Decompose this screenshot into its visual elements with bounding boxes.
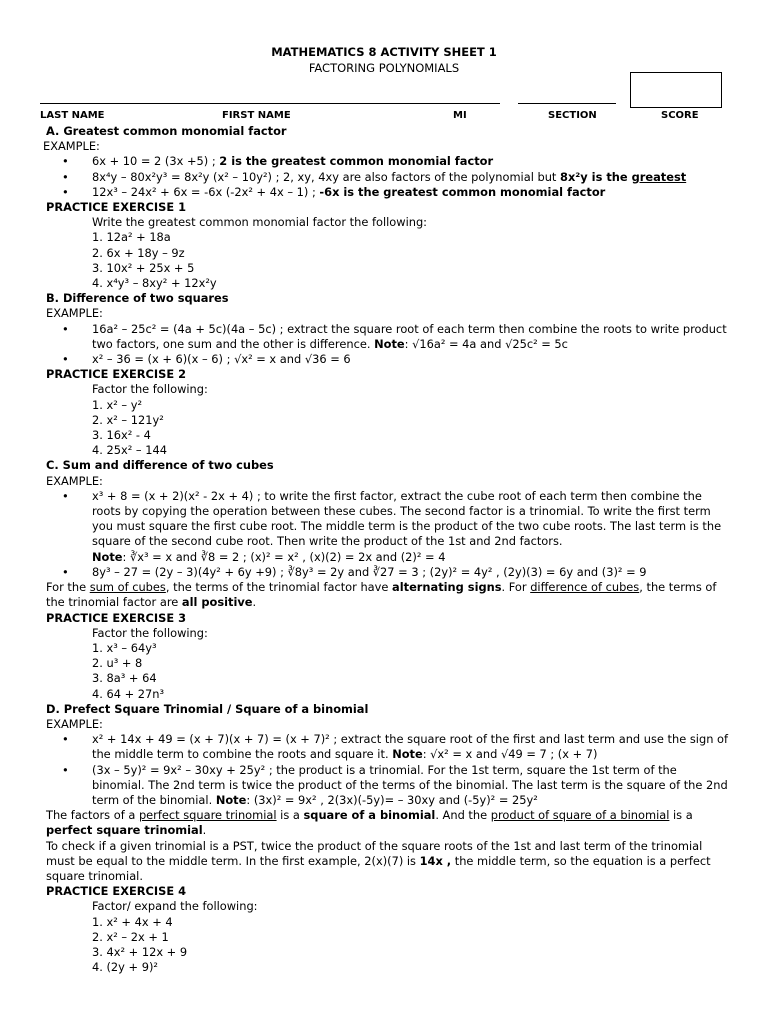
section-d-heading: D. Prefect Square Trinomial / Square of a binomial [46, 701, 369, 716]
section-b-example-label: EXAMPLE: [46, 306, 103, 321]
practice-3-item: 3. 8a³ + 64 [92, 671, 157, 686]
list-item: • 16a² – 25c² = (4a + 5c)(4a – 5c) ; extract the square root of each term then combine the roots to write product two factors, one sum and the other is difference. Note: √16a² = 4a and √25c² = 5c [46, 322, 730, 352]
sheet-content [43, 124, 730, 975]
section-d-paragraph-2: To check if a given trinomial is a PST, twice the product of the square roots of the 1st and last term of the trinomial must be equal to the middle term. In the first example, 2(x)(7) is 14x , the middle term, so the equation is a perfect square trinomial. [46, 838, 711, 883]
section-a-heading: A. Greatest common monomial factor [46, 124, 287, 138]
list-item: • x² – 36 = (x + 6)(x – 6) ; √x² = x and √36 = 6 [46, 352, 730, 367]
first-name-label: FIRST NAME [222, 110, 291, 121]
practice-2-item: 3. 16x² - 4 [92, 428, 151, 443]
section-b-examples [46, 322, 730, 368]
sheet-subtitle: FACTORING POLYNOMIALS [308, 61, 460, 75]
practice-4-item: 4. (2y + 9)² [92, 960, 158, 975]
practice-2-item: 4. 25x² – 144 [92, 443, 167, 458]
section-d-examples [46, 732, 730, 808]
practice-4-item: 2. x² – 2x + 1 [92, 929, 169, 944]
practice-3-item: 4. 64 + 27n³ [92, 686, 165, 701]
practice-2-item: 2. x² – 121y² [92, 412, 164, 427]
practice-1-instruction: Write the greatest common monomial factor the following: [92, 215, 428, 230]
practice-1-item: 2. 6x + 18y – 9z [92, 245, 185, 260]
practice-1-item: 3. 10x² + 25x + 5 [92, 260, 195, 275]
sheet-title: MATHEMATICS 8 ACTIVITY SHEET 1 [271, 45, 497, 59]
practice-2-label: PRACTICE EXERCISE 2 [46, 367, 186, 382]
mi-label: MI [453, 110, 467, 121]
section-c-example-label: EXAMPLE: [46, 473, 103, 488]
section-a-example-label: EXAMPLE: [43, 139, 100, 154]
list-item: • 8y³ – 27 = (2y – 3)(4y² + 6y +9) ; ∛8y³ = 2y and ∛27 = 3 ; (2y)² = 4y² , (2y)(3) = 6y and (3)² = 9 [46, 565, 730, 580]
practice-1-item: 1. 12a² + 18a [92, 230, 171, 245]
score-label: SCORE [661, 110, 699, 121]
list-item: • (3x – 5y)² = 9x² – 30xy + 25y² ; the product is a trinomial. For the 1st term, square the 1st term of the binomial. The 2nd term is twice the product of the terms of the binomial. The last term is the square of the 2nd term of the binomial. Note: (3x)² = 9x² , 2(3x)(-5y)= – 30xy and (-5y)² = 25y² [46, 763, 730, 809]
practice-3-item: 1. x³ – 64y³ [92, 640, 157, 655]
practice-1-item: 4. x⁴y³ – 8xy² + 12x²y [92, 276, 217, 291]
practice-3-label: PRACTICE EXERCISE 3 [46, 610, 186, 625]
list-item: • x² + 14x + 49 = (x + 7)(x + 7) = (x + 7)² ; extract the square root of the first and last term and use the sign of the middle term to combine the roots and square it. Note: √x² = x and √49 = 7 ; (x + 7) [46, 732, 730, 762]
section-line[interactable] [518, 103, 616, 104]
list-item: • x³ + 8 = (x + 2)(x² - 2x + 4) ; to write the first factor, extract the cube root of each term then combine the roots by copying the operation between these cubes. The second factor is a trinomial. To write the first term you must square the first cube root. The middle term is the product of the two cube roots. The last term is the square of the second cube root. Then write the product of the 1st and 2nd factors. Note: ∛x³ = x and ∛8 = 2 ; (x)² = x² , (x)(2) = 2x and (2)² = 4 [46, 489, 730, 565]
practice-4-item: 1. x² + 4x + 4 [92, 914, 173, 929]
name-line[interactable] [40, 103, 500, 104]
list-item: • 6x + 10 = 2 (3x +5) ; 2 is the greatest common monomial factor [46, 154, 730, 169]
section-d-example-label: EXAMPLE: [46, 716, 103, 731]
practice-4-instruction: Factor/ expand the following: [92, 899, 258, 914]
practice-3-item: 2. u³ + 8 [92, 656, 143, 671]
section-c-examples [46, 489, 730, 580]
section-c-note: For the sum of cubes, the terms of the trinomial factor have alternating signs. For difference of cubes, the terms of the trinomial factor are all positive. [46, 580, 717, 610]
section-label: SECTION [548, 110, 597, 121]
list-item: • 8x⁴y – 80x²y³ = 8x²y (x² – 10y²) ; 2, xy, 4xy are also factors of the polynomial but 8x²y is the greatest [46, 170, 730, 185]
section-d-paragraph-1: The factors of a perfect square trinomial is a square of a binomial. And the product of square of a binomial is a perfect square trinomial. [46, 808, 693, 838]
section-b-heading: B. Difference of two squares [46, 291, 229, 306]
section-c-heading: C. Sum and difference of two cubes [46, 458, 274, 473]
practice-2-item: 1. x² – y² [92, 397, 143, 412]
last-name-label: LAST NAME [40, 110, 105, 121]
list-item: • 12x³ – 24x² + 6x = -6x (-2x² + 4x – 1) ; -6x is the greatest common monomial factor [46, 185, 730, 200]
practice-4-label: PRACTICE EXERCISE 4 [46, 884, 186, 899]
practice-4-item: 3. 4x² + 12x + 9 [92, 944, 188, 959]
practice-3-instruction: Factor the following: [92, 625, 208, 640]
practice-2-instruction: Factor the following: [92, 382, 208, 397]
section-a-examples [46, 154, 730, 200]
score-box[interactable] [630, 72, 722, 108]
practice-1-label: PRACTICE EXERCISE 1 [46, 200, 186, 215]
